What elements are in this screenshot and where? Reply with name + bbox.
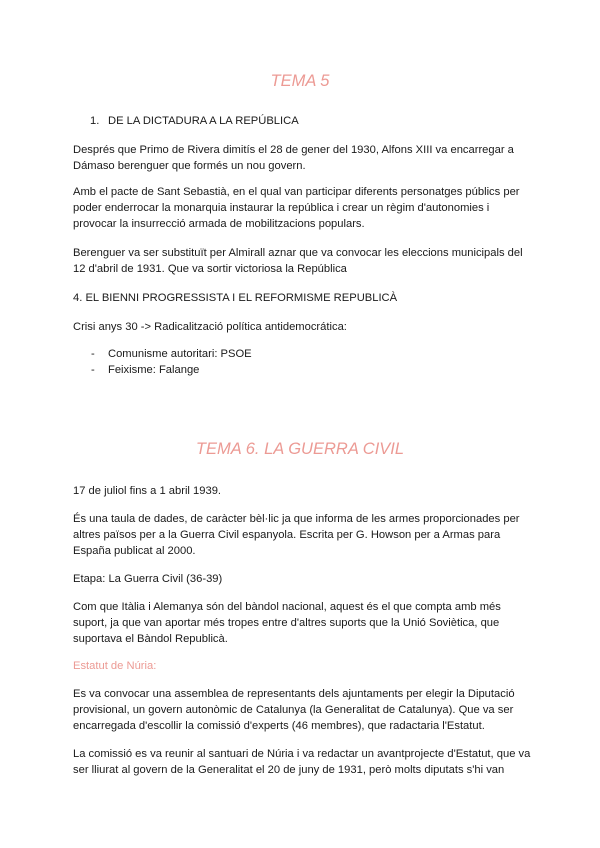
bullet-dash: - [91, 348, 95, 360]
tema6-title: TEMA 6. LA GUERRA CIVIL [195, 440, 405, 458]
paragraph-line: poder enderrocar la monarquia instaurar la república i crear un règim d'autonomies i [73, 202, 490, 214]
paragraph-line: provisional, un govern autonòmic de Catalunya (la Generalitat de Catalunya). Que va ser [73, 704, 514, 716]
paragraph-line: 17 de juliol fins a 1 abril 1939. [73, 485, 222, 497]
paragraph-line: Etapa: La Guerra Civil (36-39) [73, 573, 223, 585]
paragraph-line: provocar la insurrecció armada de mobilitzacions populars. [73, 218, 365, 230]
paragraph-line: Després que Primo de Rivera dimitís el 28 de gener del 1930, Alfons XIII va encarregar a [73, 144, 514, 156]
paragraph-line: encarregada d'escollir la comissió d'experts (46 membres), que radactaria l'Estatut. [73, 720, 485, 732]
paragraph-line: La comissió es va reunir al santuari de Núria i va redactar un avantprojecte d'Estatut, que va [73, 748, 531, 760]
list-number: 1. [90, 115, 100, 127]
list-item: Comunisme autoritari: PSOE [108, 348, 252, 360]
paragraph-line: ser lliurat al govern de la Generalitat el 20 de juny de 1931, però molts diputats s'hi van [73, 764, 505, 776]
subheading: Estatut de Núria: [73, 660, 157, 672]
paragraph-line: Berenguer va ser substituït per Almirall aznar que va convocar les eleccions municipals del [73, 247, 523, 259]
tema5-title: TEMA 5 [270, 72, 330, 90]
paragraph-line: Crisi anys 30 -> Radicalització política antidemocrática: [73, 321, 347, 333]
paragraph-line: suportava el Bàndol Republicà. [73, 633, 228, 645]
list-item: Feixisme: Falange [108, 364, 200, 376]
paragraph-line: Es va convocar una assemblea de representants dels ajuntaments per elegir la Diputació [73, 688, 515, 700]
paragraph-line: altres països per a la Guerra Civil espanyola. Escrita per G. Howson per a Armas para [73, 529, 501, 541]
paragraph-line: 12 d'abril de 1931. Que va sortir victoriosa la República [73, 263, 347, 275]
paragraph-line: És una taula de dades, de caràcter bèl·lic ja que informa de les armes proporcionades per [73, 513, 520, 525]
section-heading: 4. EL BIENNI PROGRESSISTA I EL REFORMISME REPUBLICÀ [73, 292, 398, 304]
paragraph-line: Amb el pacte de Sant Sebastià, en el qual van participar diferents personatges públics per [73, 186, 520, 198]
paragraph-line: suport, ja que van aportar més tropes entre d'altres suports que la Unió Soviètica, que [73, 617, 500, 629]
bullet-dash: - [91, 364, 95, 376]
paragraph-line: Com que Itàlia i Alemanya són del bàndol nacional, aquest és el que compta amb més [73, 601, 501, 613]
paragraph-line: España publicat al 2000. [73, 545, 196, 557]
section-heading: DE LA DICTADURA A LA REPÚBLICA [108, 115, 299, 127]
paragraph-line: Dámaso berenguer que formés un nou govern. [73, 160, 306, 172]
